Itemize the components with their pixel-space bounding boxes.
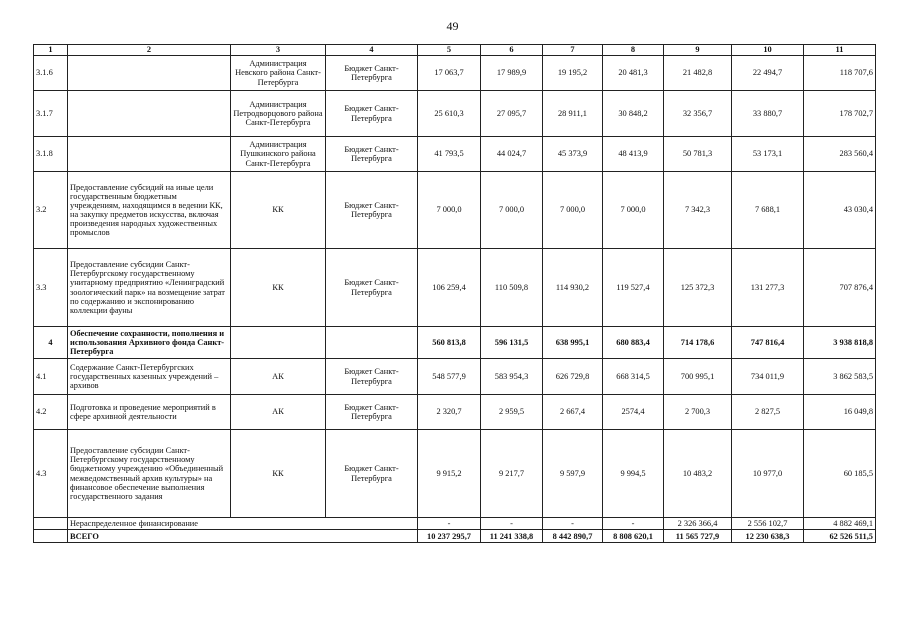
row-source: Бюджет Санкт-Петербурга xyxy=(326,137,418,172)
row-value: - xyxy=(603,518,664,530)
row-source: Бюджет Санкт-Петербурга xyxy=(326,172,418,249)
row-value: 2 556 102,7 xyxy=(732,518,804,530)
row-value: 2 320,7 xyxy=(418,395,481,430)
row-value: 11 565 727,9 xyxy=(664,530,732,543)
row-number: 3.1.7 xyxy=(34,91,68,137)
row-value: 2 959,5 xyxy=(481,395,543,430)
row-value: 2 326 366,4 xyxy=(664,518,732,530)
row-executor: Администрация Пушкинского района Санкт-Петербурга xyxy=(231,137,326,172)
column-header: 9 xyxy=(664,45,732,56)
table-row xyxy=(34,395,876,430)
row-value: 11 241 338,8 xyxy=(481,530,543,543)
table-row xyxy=(34,137,876,172)
row-name xyxy=(68,137,231,172)
row-value: 12 230 638,3 xyxy=(732,530,804,543)
grand-total-label: ВСЕГО xyxy=(68,530,418,543)
header-row xyxy=(34,45,876,56)
row-total: 43 030,4 xyxy=(804,172,876,249)
row-total: 4 882 469,1 xyxy=(804,518,876,530)
row-value: 50 781,3 xyxy=(664,137,732,172)
grand-total-row xyxy=(34,530,876,543)
row-name: Обеспечение сохранности, пополнения и использования Архивного фонда Санкт-Петербурга xyxy=(68,327,231,359)
row-value: - xyxy=(418,518,481,530)
row-value: 747 816,4 xyxy=(732,327,804,359)
row-source: Бюджет Санкт-Петербурга xyxy=(326,56,418,91)
row-value: 32 356,7 xyxy=(664,91,732,137)
row-value: 560 813,8 xyxy=(418,327,481,359)
row-value: 700 995,1 xyxy=(664,359,732,395)
row-executor: Администрация Петродворцового района Санкт-Петербурга xyxy=(231,91,326,137)
row-value: 10 237 295,7 xyxy=(418,530,481,543)
row-value: 7 688,1 xyxy=(732,172,804,249)
column-header: 7 xyxy=(543,45,603,56)
table-row xyxy=(34,249,876,327)
row-value: 25 610,3 xyxy=(418,91,481,137)
table-row xyxy=(34,56,876,91)
row-name xyxy=(68,56,231,91)
row-value: 9 217,7 xyxy=(481,430,543,518)
table-row xyxy=(34,91,876,137)
row-executor: КК xyxy=(231,172,326,249)
row-value: 44 024,7 xyxy=(481,137,543,172)
column-header: 3 xyxy=(231,45,326,56)
row-number: 4 xyxy=(34,327,68,359)
row-value: 2 667,4 xyxy=(543,395,603,430)
column-header: 1 xyxy=(34,45,68,56)
row-value: 106 259,4 xyxy=(418,249,481,327)
row-value: 27 095,7 xyxy=(481,91,543,137)
row-executor: АК xyxy=(231,395,326,430)
row-value: 7 000,0 xyxy=(543,172,603,249)
row-value: 734 011,9 xyxy=(732,359,804,395)
row-value: 48 413,9 xyxy=(603,137,664,172)
row-value: 2574,4 xyxy=(603,395,664,430)
row-value: 548 577,9 xyxy=(418,359,481,395)
column-header: 4 xyxy=(326,45,418,56)
table-row xyxy=(34,172,876,249)
row-total: 16 049,8 xyxy=(804,395,876,430)
unallocated-row xyxy=(34,518,876,530)
row-number xyxy=(34,518,68,530)
row-source: Бюджет Санкт-Петербурга xyxy=(326,359,418,395)
row-total: 178 702,7 xyxy=(804,91,876,137)
column-header: 2 xyxy=(68,45,231,56)
row-value: 7 000,0 xyxy=(418,172,481,249)
row-value: 596 131,5 xyxy=(481,327,543,359)
row-value: 125 372,3 xyxy=(664,249,732,327)
row-value: 638 995,1 xyxy=(543,327,603,359)
row-number xyxy=(34,530,68,543)
row-value: 17 989,9 xyxy=(481,56,543,91)
section-row xyxy=(34,327,876,359)
row-value: 33 880,7 xyxy=(732,91,804,137)
row-total: 62 526 511,5 xyxy=(804,530,876,543)
row-value: 20 481,3 xyxy=(603,56,664,91)
row-value: 131 277,3 xyxy=(732,249,804,327)
row-total: 3 862 583,5 xyxy=(804,359,876,395)
row-value: 119 527,4 xyxy=(603,249,664,327)
row-value: 2 700,3 xyxy=(664,395,732,430)
row-number: 4.2 xyxy=(34,395,68,430)
budget-table xyxy=(33,44,876,543)
row-value: 7 000,0 xyxy=(481,172,543,249)
row-value: 9 597,9 xyxy=(543,430,603,518)
table-row xyxy=(34,359,876,395)
unallocated-label: Нераспределенное финансирование xyxy=(68,518,418,530)
row-value: 45 373,9 xyxy=(543,137,603,172)
row-value: 22 494,7 xyxy=(732,56,804,91)
row-executor: АК xyxy=(231,359,326,395)
column-header: 6 xyxy=(481,45,543,56)
row-value: 680 883,4 xyxy=(603,327,664,359)
row-value: 714 178,6 xyxy=(664,327,732,359)
row-value: 10 977,0 xyxy=(732,430,804,518)
row-source: Бюджет Санкт-Петербурга xyxy=(326,91,418,137)
row-source: Бюджет Санкт-Петербурга xyxy=(326,395,418,430)
page-number: 49 xyxy=(446,19,459,33)
table-row xyxy=(34,430,876,518)
row-value: 626 729,8 xyxy=(543,359,603,395)
row-value: 17 063,7 xyxy=(418,56,481,91)
column-header: 8 xyxy=(603,45,664,56)
row-source: Бюджет Санкт-Петербурга xyxy=(326,430,418,518)
row-name: Предоставление субсидии Санкт-Петербургскому государственному унитарному предприятию «Ленинградский зоологический парк» на возмещение затрат по содержанию и экспонированию коллекции фауны xyxy=(68,249,231,327)
row-name: Содержание Санкт-Петербургских государственных казенных учреждений – архивов xyxy=(68,359,231,395)
row-value: 9 994,5 xyxy=(603,430,664,518)
row-value: 9 915,2 xyxy=(418,430,481,518)
row-value: 2 827,5 xyxy=(732,395,804,430)
row-value: - xyxy=(543,518,603,530)
row-number: 3.2 xyxy=(34,172,68,249)
column-header: 11 xyxy=(804,45,876,56)
row-name: Предоставление субсидий на иные цели государственным бюджетным учреждениям, находящимся в ведении КК, на закупку предметов искусства, включая произведения народных художественных промыслов xyxy=(68,172,231,249)
row-executor: Администрация Невского района Санкт-Петербурга xyxy=(231,56,326,91)
row-source: Бюджет Санкт-Петербурга xyxy=(326,249,418,327)
row-name xyxy=(68,91,231,137)
row-total: 707 876,4 xyxy=(804,249,876,327)
row-total: 283 560,4 xyxy=(804,137,876,172)
row-value: 10 483,2 xyxy=(664,430,732,518)
row-value: - xyxy=(481,518,543,530)
row-value: 583 954,3 xyxy=(481,359,543,395)
row-value: 110 509,8 xyxy=(481,249,543,327)
row-value: 7 000,0 xyxy=(603,172,664,249)
row-value: 668 314,5 xyxy=(603,359,664,395)
row-value: 114 930,2 xyxy=(543,249,603,327)
row-number: 4.1 xyxy=(34,359,68,395)
row-value: 21 482,8 xyxy=(664,56,732,91)
row-source xyxy=(326,327,418,359)
row-total: 60 185,5 xyxy=(804,430,876,518)
row-number: 3.1.8 xyxy=(34,137,68,172)
row-number: 3.3 xyxy=(34,249,68,327)
row-value: 53 173,1 xyxy=(732,137,804,172)
column-header: 10 xyxy=(732,45,804,56)
row-value: 8 808 620,1 xyxy=(603,530,664,543)
row-value: 7 342,3 xyxy=(664,172,732,249)
row-number: 4.3 xyxy=(34,430,68,518)
row-executor xyxy=(231,327,326,359)
row-value: 30 848,2 xyxy=(603,91,664,137)
row-total: 3 938 818,8 xyxy=(804,327,876,359)
column-header: 5 xyxy=(418,45,481,56)
row-executor: КК xyxy=(231,249,326,327)
row-value: 28 911,1 xyxy=(543,91,603,137)
row-total: 118 707,6 xyxy=(804,56,876,91)
row-number: 3.1.6 xyxy=(34,56,68,91)
row-value: 8 442 890,7 xyxy=(543,530,603,543)
row-value: 19 195,2 xyxy=(543,56,603,91)
row-name: Подготовка и проведение мероприятий в сфере архивной деятельности xyxy=(68,395,231,430)
row-name: Предоставление субсидии Санкт-Петербургскому государственному бюджетному учреждению «Объединенный межведомственный архив культуры» на финансовое обеспечение выполнения государственного задания xyxy=(68,430,231,518)
row-executor: КК xyxy=(231,430,326,518)
row-value: 41 793,5 xyxy=(418,137,481,172)
